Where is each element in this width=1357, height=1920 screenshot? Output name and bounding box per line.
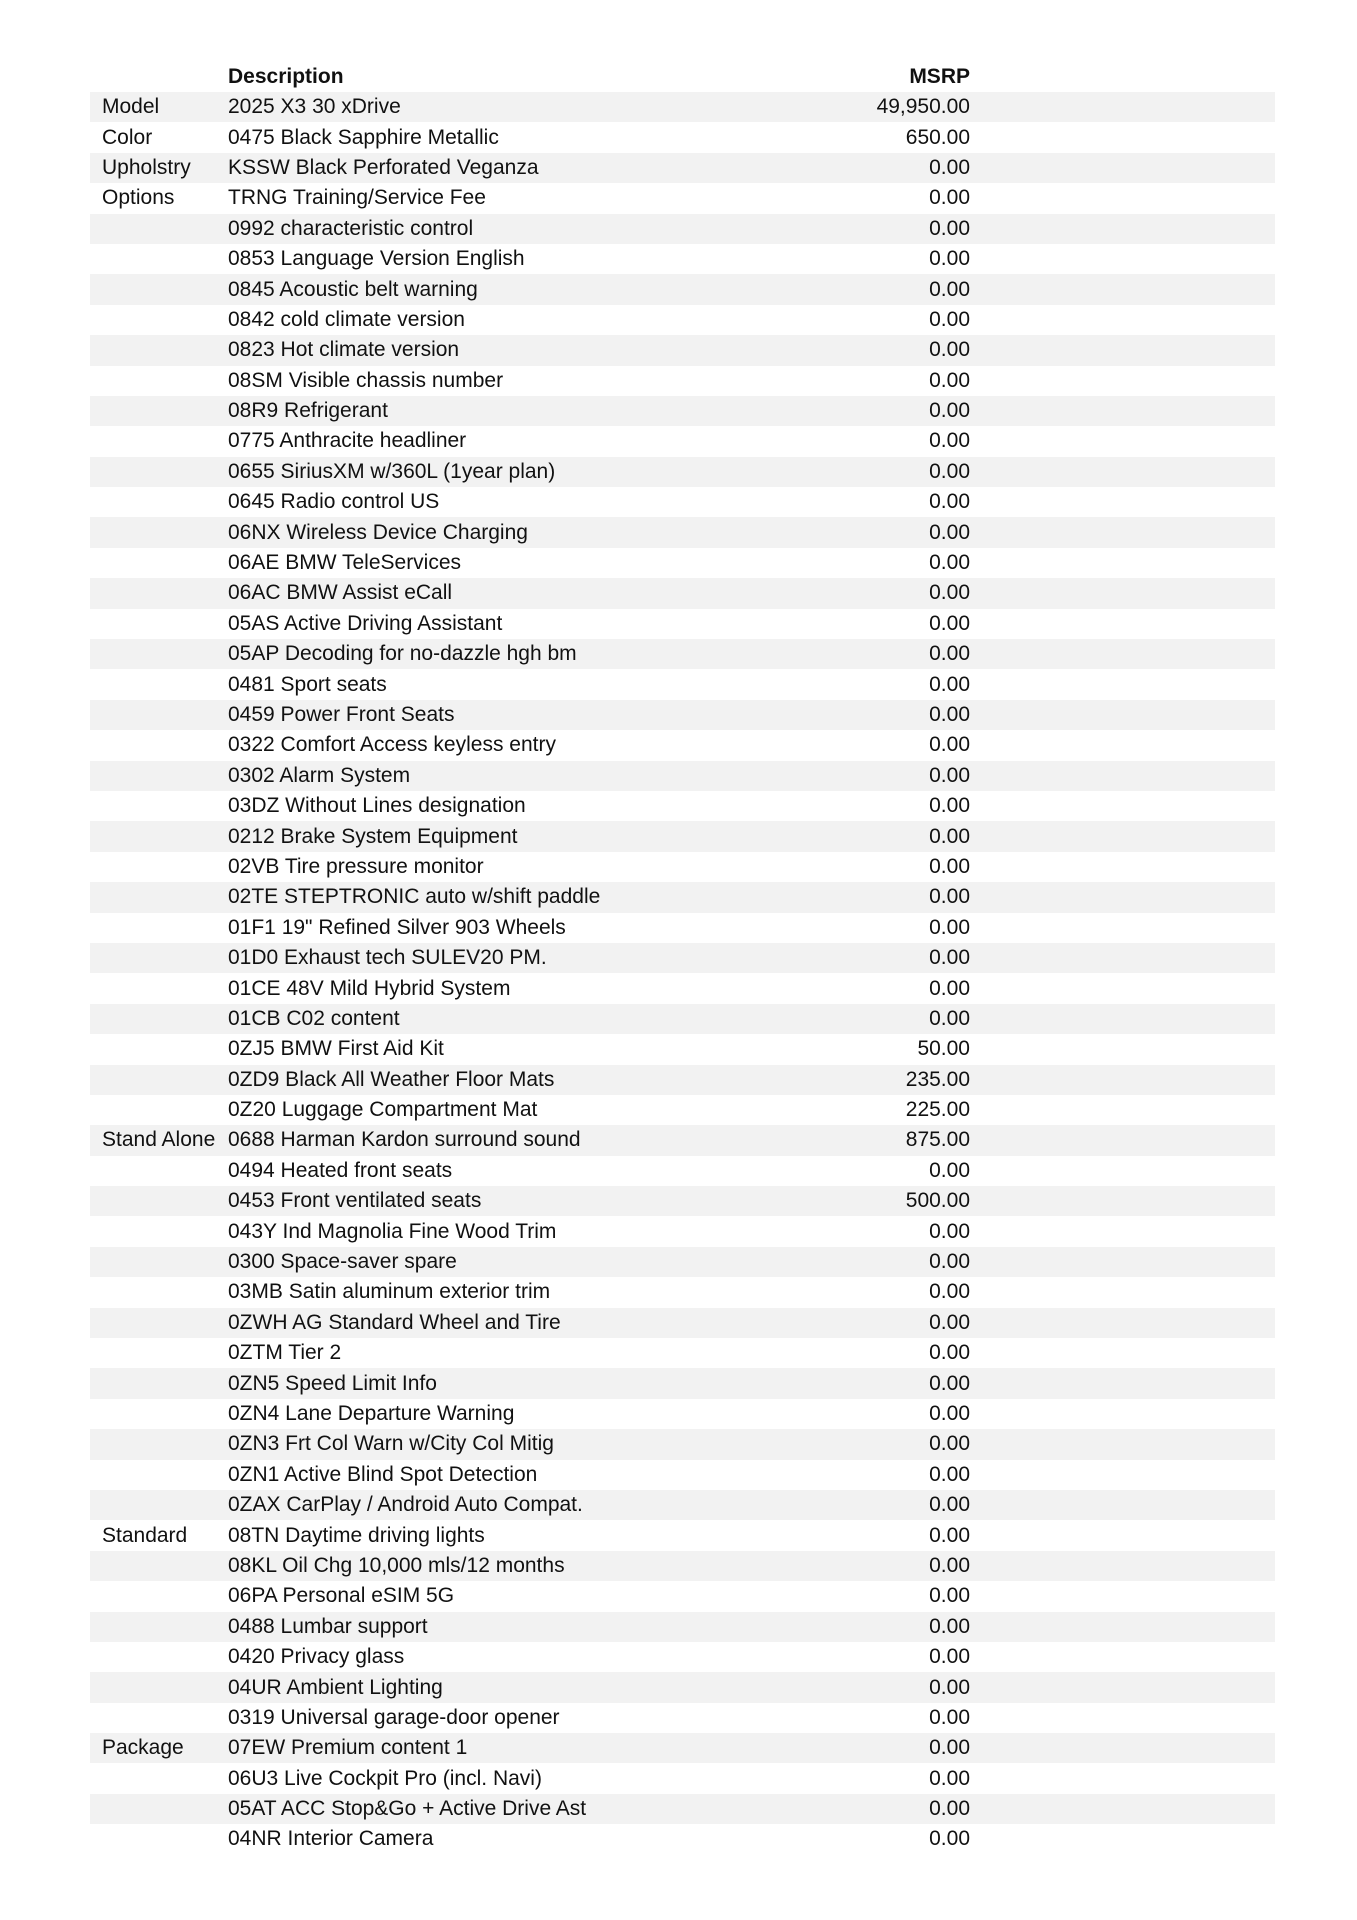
row-description: 0319 Universal garage-door opener [228, 1705, 560, 1729]
table-row [90, 1612, 1275, 1642]
row-msrp: 0.00 [929, 733, 970, 757]
row-msrp: 0.00 [929, 703, 970, 726]
row-category: Model [102, 95, 160, 119]
row-msrp: 0.00 [929, 1341, 970, 1365]
table-header [90, 62, 1275, 92]
row-description: 0ZD9 Black All Weather Floor Mats [228, 1067, 555, 1091]
row-description: 03DZ Without Lines designation [228, 794, 526, 818]
row-description: 0475 Black Sapphire Metallic [228, 125, 499, 149]
row-description: TRNG Training/Service Fee [228, 186, 486, 210]
row-description: 05AT ACC Stop&Go + Active Drive Ast [228, 1797, 587, 1821]
table-row [90, 517, 1275, 547]
row-description: KSSW Black Perforated Veganza [228, 155, 539, 179]
row-msrp: 0.00 [929, 155, 970, 179]
table-row [90, 1490, 1275, 1520]
table-row [90, 366, 1275, 396]
row-msrp: 0.00 [929, 1797, 970, 1821]
row-msrp: 0.00 [929, 1736, 970, 1760]
row-description: 0322 Comfort Access keyless entry [228, 733, 556, 757]
table-row [90, 1551, 1275, 1581]
row-msrp: 0.00 [929, 1006, 970, 1030]
row-description: 0ZN1 Active Blind Spot Detection [228, 1462, 538, 1486]
row-msrp: 0.00 [929, 1401, 970, 1425]
table-row [90, 1794, 1275, 1824]
row-msrp: 0.00 [929, 581, 970, 605]
row-description: 07EW Premium content 1 [228, 1736, 468, 1760]
row-msrp: 0.00 [929, 1158, 970, 1182]
table-row [90, 1703, 1275, 1733]
table-row [90, 882, 1275, 912]
table-row [90, 183, 1275, 213]
row-description: 02VB Tire pressure monitor [228, 854, 484, 878]
row-description: 0ZN4 Lane Departure Warning [228, 1401, 515, 1425]
row-description: 0212 Brake System Equipment [228, 824, 518, 848]
header-description: Description [228, 65, 344, 88]
table-row [90, 852, 1275, 882]
table-row [90, 1125, 1275, 1155]
table-row [90, 1247, 1275, 1277]
row-description: 06AE BMW TeleServices [228, 551, 462, 575]
table-row [90, 305, 1275, 335]
row-msrp: 0.00 [929, 186, 970, 210]
row-msrp: 0.00 [929, 1705, 970, 1729]
row-description: 0453 Front ventilated seats [228, 1189, 482, 1213]
row-msrp: 0.00 [929, 277, 970, 301]
row-msrp: 50.00 [917, 1037, 970, 1061]
table-row [90, 92, 1275, 122]
row-msrp: 0.00 [929, 368, 970, 392]
table-row [90, 274, 1275, 304]
row-description: 0ZN5 Speed Limit Info [228, 1371, 437, 1395]
row-description: 06U3 Live Cockpit Pro (incl. Navi) [228, 1766, 542, 1790]
table-row [90, 1004, 1275, 1034]
row-description: 0ZN3 Frt Col Warn w/City Col Mitig [228, 1432, 554, 1456]
row-msrp: 0.00 [929, 642, 970, 666]
table-row [90, 761, 1275, 791]
row-msrp: 0.00 [929, 1523, 970, 1547]
row-description: 08TN Daytime driving lights [228, 1523, 485, 1547]
row-msrp: 0.00 [929, 1219, 970, 1243]
row-description: 01CE 48V Mild Hybrid System [228, 976, 511, 1000]
table-row [90, 669, 1275, 699]
row-msrp: 0.00 [929, 672, 970, 696]
row-msrp: 0.00 [929, 1371, 970, 1395]
table-row [90, 1763, 1275, 1793]
row-msrp: 0.00 [929, 1645, 970, 1669]
row-description: 0688 Harman Kardon surround sound [228, 1128, 581, 1152]
table-row [90, 1460, 1275, 1490]
row-description: 0ZAX CarPlay / Android Auto Compat. [228, 1493, 583, 1517]
row-description: 04UR Ambient Lighting [228, 1675, 443, 1699]
row-description: 0300 Space-saver spare [228, 1250, 457, 1274]
row-msrp: 500.00 [905, 1189, 970, 1213]
row-msrp: 0.00 [929, 1280, 970, 1304]
table-row [90, 578, 1275, 608]
table-row [90, 700, 1275, 730]
table-row [90, 487, 1275, 517]
row-msrp: 225.00 [905, 1098, 970, 1122]
table-row [90, 1733, 1275, 1763]
table-row [90, 821, 1275, 851]
row-msrp: 0.00 [929, 1827, 970, 1851]
table-row [90, 1520, 1275, 1550]
row-msrp: 0.00 [929, 885, 970, 909]
row-description: 03MB Satin aluminum exterior trim [228, 1280, 551, 1304]
table-body [90, 92, 1275, 1855]
table-row [90, 1186, 1275, 1216]
row-description: 0481 Sport seats [228, 672, 387, 696]
row-category: Standard [102, 1523, 188, 1547]
row-description: 05AS Active Driving Assistant [228, 611, 503, 635]
row-description: 043Y Ind Magnolia Fine Wood Trim [228, 1219, 557, 1243]
row-description: 0459 Power Front Seats [228, 703, 455, 726]
row-msrp: 0.00 [929, 216, 970, 240]
row-description: 01D0 Exhaust tech SULEV20 PM. [228, 946, 547, 970]
row-msrp: 0.00 [929, 1675, 970, 1699]
row-msrp: 0.00 [929, 247, 970, 271]
row-msrp: 0.00 [929, 307, 970, 331]
table-row [90, 609, 1275, 639]
row-msrp: 0.00 [929, 429, 970, 453]
row-description: 01CB C02 content [228, 1006, 400, 1030]
row-msrp: 0.00 [929, 490, 970, 514]
row-description: 0655 SiriusXM w/360L (1year plan) [228, 459, 556, 483]
row-description: 0494 Heated front seats [228, 1158, 453, 1182]
row-msrp: 0.00 [929, 459, 970, 483]
row-description: 0ZTM Tier 2 [228, 1341, 342, 1365]
row-category: Upholstry [102, 155, 191, 179]
row-description: 08R9 Refrigerant [228, 399, 388, 423]
msrp-sheet [90, 62, 1275, 1855]
row-description: 0775 Anthracite headliner [228, 429, 467, 453]
table-row [90, 1642, 1275, 1672]
row-description: 0845 Acoustic belt warning [228, 277, 478, 301]
row-msrp: 0.00 [929, 1250, 970, 1274]
row-category: Stand Alone [102, 1128, 216, 1152]
table-row [90, 426, 1275, 456]
row-msrp: 0.00 [929, 1614, 970, 1638]
table-row [90, 396, 1275, 426]
header-msrp: MSRP [909, 65, 970, 88]
row-description: 0645 Radio control US [228, 490, 440, 514]
row-msrp: 0.00 [929, 1310, 970, 1334]
table-row [90, 1399, 1275, 1429]
row-description: 2025 X3 30 xDrive [228, 95, 401, 119]
row-msrp: 0.00 [929, 1584, 970, 1608]
row-description: 0992 characteristic control [228, 216, 474, 240]
row-msrp: 49,950.00 [876, 95, 970, 119]
table-row [90, 791, 1275, 821]
row-description: 0420 Privacy glass [228, 1645, 405, 1669]
row-description: 0ZWH AG Standard Wheel and Tire [228, 1310, 561, 1334]
table-row [90, 335, 1275, 365]
row-msrp: 0.00 [929, 520, 970, 544]
row-description: 0823 Hot climate version [228, 338, 460, 362]
table-row [90, 1065, 1275, 1095]
row-msrp: 0.00 [929, 946, 970, 970]
row-msrp: 0.00 [929, 551, 970, 575]
row-description: 06PA Personal eSIM 5G [228, 1584, 455, 1608]
row-msrp: 0.00 [929, 854, 970, 878]
row-msrp: 0.00 [929, 976, 970, 1000]
table-row [90, 153, 1275, 183]
table-row [90, 1338, 1275, 1368]
row-msrp: 0.00 [929, 824, 970, 848]
table-row [90, 1672, 1275, 1702]
table-row [90, 244, 1275, 274]
table-row [90, 1095, 1275, 1125]
row-description: 02TE STEPTRONIC auto w/shift paddle [228, 885, 601, 909]
row-description: 08SM Visible chassis number [228, 368, 504, 392]
row-description: 08KL Oil Chg 10,000 mls/12 months [228, 1553, 565, 1577]
table-row [90, 548, 1275, 578]
table-row [90, 1216, 1275, 1246]
row-description: 0302 Alarm System [228, 763, 411, 787]
table-row [90, 1824, 1275, 1854]
row-description: 0ZJ5 BMW First Aid Kit [228, 1037, 444, 1061]
row-description: 06AC BMW Assist eCall [228, 581, 453, 605]
row-description: 05AP Decoding for no-dazzle hgh bm [228, 642, 577, 666]
row-msrp: 0.00 [929, 399, 970, 423]
row-description: 0853 Language Version English [228, 247, 525, 271]
row-msrp: 0.00 [929, 794, 970, 818]
table-row [90, 639, 1275, 669]
table-row [90, 1277, 1275, 1307]
table-row [90, 1156, 1275, 1186]
table-row [90, 457, 1275, 487]
row-msrp: 0.00 [929, 611, 970, 635]
row-category: Color [102, 125, 153, 149]
row-category: Options [102, 186, 175, 210]
table-row [90, 913, 1275, 943]
table-row [90, 214, 1275, 244]
row-msrp: 0.00 [929, 338, 970, 362]
row-msrp: 0.00 [929, 1462, 970, 1486]
row-msrp: 0.00 [929, 915, 970, 939]
row-msrp: 0.00 [929, 1766, 970, 1790]
row-description: 0842 cold climate version [228, 307, 465, 331]
table-row [90, 1308, 1275, 1338]
row-msrp: 0.00 [929, 1553, 970, 1577]
row-msrp: 0.00 [929, 1432, 970, 1456]
row-msrp: 875.00 [905, 1128, 970, 1152]
row-category: Package [102, 1736, 184, 1760]
row-description: 06NX Wireless Device Charging [228, 520, 528, 544]
table-row [90, 730, 1275, 760]
table-row [90, 1034, 1275, 1064]
row-description: 0Z20 Luggage Compartment Mat [228, 1098, 538, 1122]
row-description: 01F1 19" Refined Silver 903 Wheels [228, 915, 566, 939]
row-msrp: 650.00 [905, 125, 970, 149]
table-row [90, 122, 1275, 152]
row-msrp: 0.00 [929, 763, 970, 787]
table-row [90, 1581, 1275, 1611]
row-msrp: 235.00 [905, 1067, 970, 1091]
table-row [90, 943, 1275, 973]
row-msrp: 0.00 [929, 1493, 970, 1517]
table-row [90, 973, 1275, 1003]
table-row [90, 1429, 1275, 1459]
row-description: 0488 Lumbar support [228, 1614, 428, 1638]
table-row [90, 1368, 1275, 1398]
row-description: 04NR Interior Camera [228, 1827, 434, 1851]
